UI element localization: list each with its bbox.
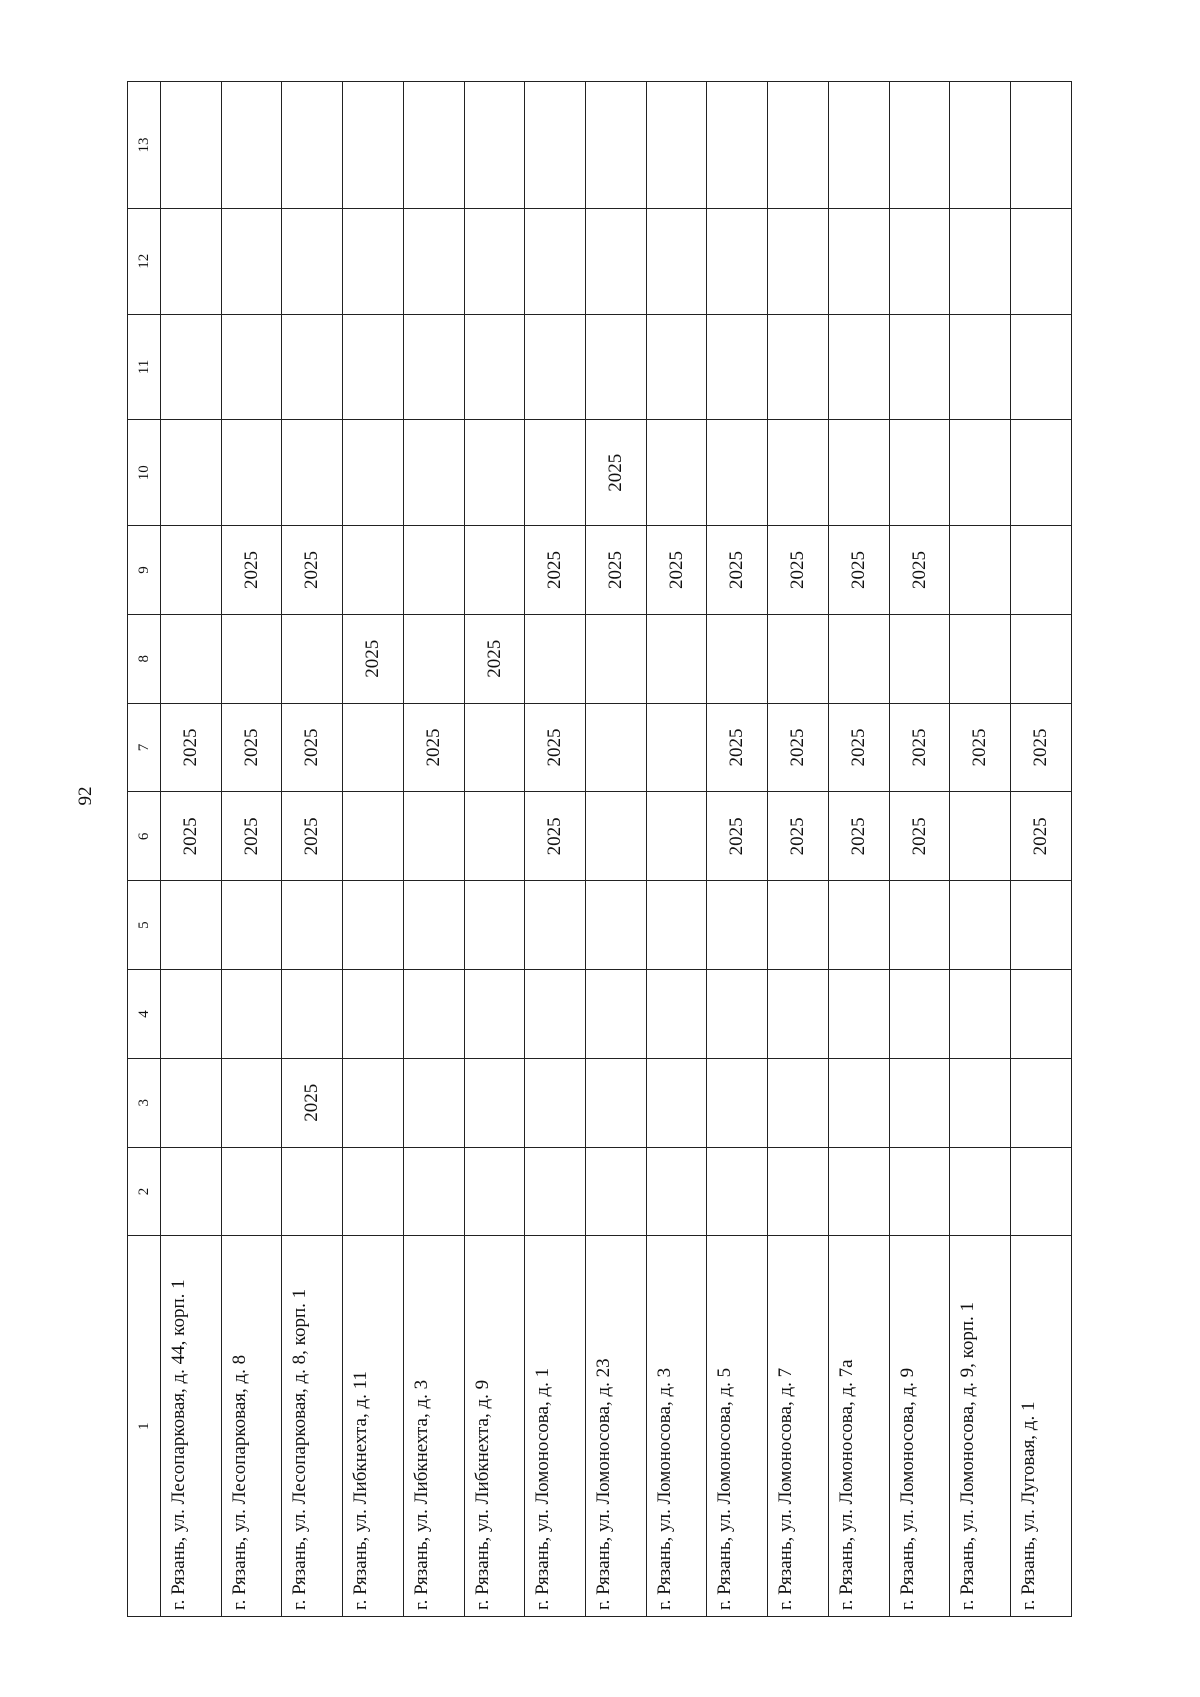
year-cell-col-12 [221, 208, 282, 314]
year-cell-col-13 [646, 82, 707, 209]
year-cell-col-6: 2025 [889, 792, 950, 881]
table-container [127, 81, 1072, 1617]
year-cell-col-3 [403, 1058, 464, 1147]
table-row [282, 82, 343, 1617]
year-cell-col-10 [1011, 420, 1072, 526]
year-cell-col-12 [161, 208, 222, 314]
year-cell-col-4 [525, 970, 586, 1059]
year-cell-col-3 [1011, 1058, 1072, 1147]
year-cell-col-5 [161, 881, 222, 970]
year-cell-col-5 [1011, 881, 1072, 970]
year-cell-col-5 [707, 881, 768, 970]
column-header-7: 7 [128, 703, 161, 792]
year-cell-col-12 [403, 208, 464, 314]
year-cell-col-9 [161, 526, 222, 615]
table-body [161, 82, 1072, 1617]
year-cell-col-11 [221, 314, 282, 420]
year-cell-col-4 [464, 970, 525, 1059]
year-cell-col-5 [586, 881, 647, 970]
year-cell-col-10 [828, 420, 889, 526]
year-cell-col-3 [768, 1058, 829, 1147]
year-cell-col-7: 2025 [282, 703, 343, 792]
year-cell-col-6: 2025 [1011, 792, 1072, 881]
year-cell-col-2 [889, 1147, 950, 1236]
year-cell-col-3 [525, 1058, 586, 1147]
year-cell-col-4 [707, 970, 768, 1059]
column-header-4: 4 [128, 970, 161, 1059]
year-cell-col-7: 2025 [525, 703, 586, 792]
column-header-1: 1 [128, 1236, 161, 1617]
year-cell-col-7 [343, 703, 404, 792]
year-cell-col-12 [646, 208, 707, 314]
year-cell-col-4 [1011, 970, 1072, 1059]
year-cell-col-3: 2025 [282, 1058, 343, 1147]
table-row [828, 82, 889, 1617]
year-cell-col-7: 2025 [1011, 703, 1072, 792]
year-cell-col-13 [1011, 82, 1072, 209]
year-cell-col-4 [221, 970, 282, 1059]
table-row [707, 82, 768, 1617]
year-cell-col-4 [343, 970, 404, 1059]
year-cell-col-10 [403, 420, 464, 526]
table-row [161, 82, 222, 1617]
year-cell-col-2 [161, 1147, 222, 1236]
column-header-2: 2 [128, 1147, 161, 1236]
column-header-8: 8 [128, 614, 161, 703]
year-cell-col-5 [221, 881, 282, 970]
year-cell-col-6 [343, 792, 404, 881]
year-cell-col-6: 2025 [525, 792, 586, 881]
year-cell-col-6 [950, 792, 1011, 881]
address-cell: г. Рязань, ул. Луговая, д. 1 [1011, 1236, 1072, 1617]
year-cell-col-9 [343, 526, 404, 615]
year-cell-col-13 [828, 82, 889, 209]
year-cell-col-3 [707, 1058, 768, 1147]
table-row [586, 82, 647, 1617]
column-header-13: 13 [128, 82, 161, 209]
year-cell-col-12 [889, 208, 950, 314]
table-row [889, 82, 950, 1617]
year-cell-col-7: 2025 [707, 703, 768, 792]
year-cell-col-8 [221, 614, 282, 703]
year-cell-col-12 [1011, 208, 1072, 314]
year-cell-col-11 [282, 314, 343, 420]
year-cell-col-7: 2025 [828, 703, 889, 792]
year-cell-col-3 [889, 1058, 950, 1147]
year-cell-col-9: 2025 [707, 526, 768, 615]
year-cell-col-11 [768, 314, 829, 420]
year-cell-col-11 [707, 314, 768, 420]
year-cell-col-8: 2025 [343, 614, 404, 703]
year-cell-col-11 [828, 314, 889, 420]
year-cell-col-2 [828, 1147, 889, 1236]
address-cell: г. Рязань, ул. Лесопарковая, д. 8, корп. 1 [282, 1236, 343, 1617]
year-cell-col-6 [646, 792, 707, 881]
year-cell-col-13 [343, 82, 404, 209]
year-cell-col-12 [828, 208, 889, 314]
page-number: 92 [75, 786, 96, 806]
year-cell-col-4 [768, 970, 829, 1059]
year-cell-col-2 [1011, 1147, 1072, 1236]
address-cell: г. Рязань, ул. Ломоносова, д. 5 [707, 1236, 768, 1617]
table-row [343, 82, 404, 1617]
year-cell-col-12 [282, 208, 343, 314]
column-header-3: 3 [128, 1058, 161, 1147]
year-cell-col-8 [586, 614, 647, 703]
table-row [525, 82, 586, 1617]
year-cell-col-10 [707, 420, 768, 526]
year-cell-col-3 [646, 1058, 707, 1147]
address-cell: г. Рязань, ул. Ломоносова, д. 9, корп. 1 [950, 1236, 1011, 1617]
year-cell-col-2 [343, 1147, 404, 1236]
column-header-10: 10 [128, 420, 161, 526]
year-cell-col-8 [646, 614, 707, 703]
year-cell-col-7: 2025 [950, 703, 1011, 792]
year-cell-col-2 [464, 1147, 525, 1236]
address-cell: г. Рязань, ул. Либкнехта, д. 3 [403, 1236, 464, 1617]
year-cell-col-10 [282, 420, 343, 526]
year-cell-col-12 [586, 208, 647, 314]
table-row [646, 82, 707, 1617]
year-cell-col-6: 2025 [282, 792, 343, 881]
year-cell-col-9: 2025 [768, 526, 829, 615]
header-row [128, 82, 161, 1617]
year-cell-col-10 [221, 420, 282, 526]
year-cell-col-9: 2025 [889, 526, 950, 615]
table-header [128, 82, 161, 1617]
column-header-11: 11 [128, 314, 161, 420]
column-header-6: 6 [128, 792, 161, 881]
year-cell-col-13 [161, 82, 222, 209]
year-cell-col-5 [525, 881, 586, 970]
year-cell-col-9: 2025 [221, 526, 282, 615]
year-cell-col-7 [586, 703, 647, 792]
year-cell-col-10 [889, 420, 950, 526]
year-cell-col-13 [889, 82, 950, 209]
year-cell-col-4 [586, 970, 647, 1059]
year-cell-col-6 [464, 792, 525, 881]
year-cell-col-6: 2025 [221, 792, 282, 881]
year-cell-col-10: 2025 [586, 420, 647, 526]
year-cell-col-13 [950, 82, 1011, 209]
year-cell-col-12 [464, 208, 525, 314]
year-cell-col-2 [768, 1147, 829, 1236]
year-cell-col-13 [403, 82, 464, 209]
year-cell-col-10 [343, 420, 404, 526]
year-cell-col-3 [221, 1058, 282, 1147]
year-cell-col-11 [343, 314, 404, 420]
year-cell-col-8 [768, 614, 829, 703]
year-cell-col-6 [403, 792, 464, 881]
year-cell-col-4 [646, 970, 707, 1059]
address-cell: г. Рязань, ул. Лесопарковая, д. 8 [221, 1236, 282, 1617]
year-cell-col-9: 2025 [525, 526, 586, 615]
address-cell: г. Рязань, ул. Либкнехта, д. 11 [343, 1236, 404, 1617]
year-cell-col-12 [707, 208, 768, 314]
address-cell: г. Рязань, ул. Либкнехта, д. 9 [464, 1236, 525, 1617]
year-cell-col-2 [707, 1147, 768, 1236]
year-cell-col-13 [768, 82, 829, 209]
year-cell-col-2 [221, 1147, 282, 1236]
year-cell-col-7: 2025 [768, 703, 829, 792]
year-cell-col-5 [282, 881, 343, 970]
year-cell-col-6: 2025 [768, 792, 829, 881]
schedule-table [127, 81, 1072, 1617]
address-cell: г. Рязань, ул. Ломоносова, д. 1 [525, 1236, 586, 1617]
year-cell-col-4 [828, 970, 889, 1059]
year-cell-col-9 [403, 526, 464, 615]
column-header-5: 5 [128, 881, 161, 970]
table-row [1011, 82, 1072, 1617]
year-cell-col-3 [828, 1058, 889, 1147]
year-cell-col-10 [768, 420, 829, 526]
year-cell-col-7: 2025 [221, 703, 282, 792]
year-cell-col-4 [403, 970, 464, 1059]
year-cell-col-9: 2025 [646, 526, 707, 615]
year-cell-col-10 [464, 420, 525, 526]
year-cell-col-8 [889, 614, 950, 703]
year-cell-col-3 [343, 1058, 404, 1147]
year-cell-col-8 [1011, 614, 1072, 703]
year-cell-col-7 [646, 703, 707, 792]
table-row [403, 82, 464, 1617]
year-cell-col-8 [525, 614, 586, 703]
year-cell-col-3 [161, 1058, 222, 1147]
year-cell-col-5 [889, 881, 950, 970]
year-cell-col-5 [464, 881, 525, 970]
year-cell-col-3 [950, 1058, 1011, 1147]
year-cell-col-5 [403, 881, 464, 970]
year-cell-col-11 [1011, 314, 1072, 420]
year-cell-col-11 [464, 314, 525, 420]
year-cell-col-8 [828, 614, 889, 703]
year-cell-col-13 [282, 82, 343, 209]
year-cell-col-8: 2025 [464, 614, 525, 703]
year-cell-col-10 [161, 420, 222, 526]
year-cell-col-9: 2025 [586, 526, 647, 615]
year-cell-col-11 [950, 314, 1011, 420]
year-cell-col-7: 2025 [403, 703, 464, 792]
year-cell-col-5 [646, 881, 707, 970]
year-cell-col-11 [525, 314, 586, 420]
year-cell-col-11 [889, 314, 950, 420]
year-cell-col-11 [586, 314, 647, 420]
year-cell-col-8 [950, 614, 1011, 703]
year-cell-col-8 [707, 614, 768, 703]
year-cell-col-2 [950, 1147, 1011, 1236]
year-cell-col-4 [889, 970, 950, 1059]
year-cell-col-12 [343, 208, 404, 314]
year-cell-col-10 [525, 420, 586, 526]
year-cell-col-9: 2025 [828, 526, 889, 615]
year-cell-col-2 [525, 1147, 586, 1236]
year-cell-col-2 [646, 1147, 707, 1236]
address-cell: г. Рязань, ул. Ломоносова, д. 23 [586, 1236, 647, 1617]
year-cell-col-4 [282, 970, 343, 1059]
address-cell: г. Рязань, ул. Ломоносова, д. 7а [828, 1236, 889, 1617]
year-cell-col-6 [586, 792, 647, 881]
address-cell: г. Рязань, ул. Лесопарковая, д. 44, корп. 1 [161, 1236, 222, 1617]
year-cell-col-10 [646, 420, 707, 526]
year-cell-col-8 [161, 614, 222, 703]
year-cell-col-3 [464, 1058, 525, 1147]
year-cell-col-11 [403, 314, 464, 420]
address-cell: г. Рязань, ул. Ломоносова, д. 3 [646, 1236, 707, 1617]
year-cell-col-11 [161, 314, 222, 420]
year-cell-col-13 [586, 82, 647, 209]
year-cell-col-8 [403, 614, 464, 703]
year-cell-col-10 [950, 420, 1011, 526]
year-cell-col-5 [950, 881, 1011, 970]
column-header-9: 9 [128, 526, 161, 615]
year-cell-col-13 [464, 82, 525, 209]
year-cell-col-12 [525, 208, 586, 314]
year-cell-col-7: 2025 [161, 703, 222, 792]
year-cell-col-5 [828, 881, 889, 970]
year-cell-col-13 [707, 82, 768, 209]
year-cell-col-7 [464, 703, 525, 792]
table-row [221, 82, 282, 1617]
year-cell-col-5 [768, 881, 829, 970]
table-row [464, 82, 525, 1617]
year-cell-col-7: 2025 [889, 703, 950, 792]
table-row [768, 82, 829, 1617]
year-cell-col-6: 2025 [707, 792, 768, 881]
year-cell-col-2 [403, 1147, 464, 1236]
year-cell-col-2 [586, 1147, 647, 1236]
year-cell-col-12 [950, 208, 1011, 314]
year-cell-col-2 [282, 1147, 343, 1236]
table-row [950, 82, 1011, 1617]
year-cell-col-5 [343, 881, 404, 970]
year-cell-col-4 [161, 970, 222, 1059]
year-cell-col-3 [586, 1058, 647, 1147]
year-cell-col-9 [1011, 526, 1072, 615]
year-cell-col-9 [464, 526, 525, 615]
address-cell: г. Рязань, ул. Ломоносова, д. 7 [768, 1236, 829, 1617]
year-cell-col-12 [768, 208, 829, 314]
year-cell-col-13 [221, 82, 282, 209]
year-cell-col-6: 2025 [161, 792, 222, 881]
year-cell-col-13 [525, 82, 586, 209]
year-cell-col-6: 2025 [828, 792, 889, 881]
year-cell-col-8 [282, 614, 343, 703]
address-cell: г. Рязань, ул. Ломоносова, д. 9 [889, 1236, 950, 1617]
column-header-12: 12 [128, 208, 161, 314]
year-cell-col-9: 2025 [282, 526, 343, 615]
year-cell-col-4 [950, 970, 1011, 1059]
year-cell-col-9 [950, 526, 1011, 615]
year-cell-col-11 [646, 314, 707, 420]
